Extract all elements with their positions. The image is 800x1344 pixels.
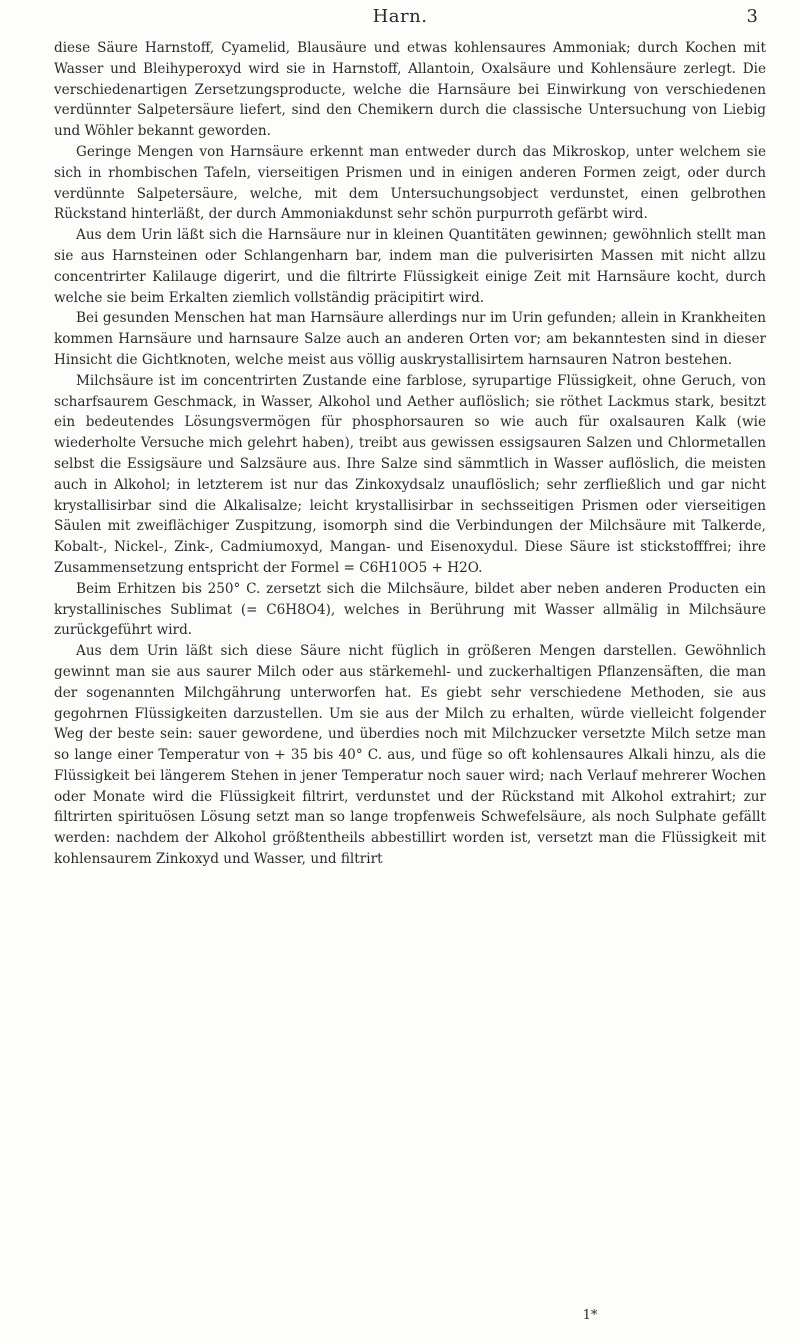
running-head: Harn.: [372, 6, 428, 27]
page-number: 3: [746, 6, 758, 27]
page-header: [0, 6, 800, 34]
paragraph: diese Säure Harnstoff, Cyamelid, Blausäure und etwas kohlensaures Ammoniak; durch Kochen mit Wasser und Bleihyperoxyd wird sie in Harnstoff, Allantoin, Oxalsäure und Kohlensäure zerlegt. Die verschiedenartigen Zersetzungsproducte, welche die Harnsäure bei Einwirkung von verschiedenen verdünnter Salpetersäure liefert, sind den Chemikern durch die classische Untersuchung von Liebig und Wöhler bekannt geworden.: [54, 40, 766, 140]
paragraph: Aus dem Urin läßt sich diese Säure nicht füglich in größeren Mengen darstellen. Gewöhnlich gewinnt man sie aus saurer Milch oder aus stärkemehl- und zuckerhaltigen Pflanzensäften, die man der sogenannten Milchgährung unterworfen hat. Es giebt sehr verschiedene Methoden, sie aus gegohrnen Flüssigkeiten darzustellen. Um sie aus der Milch zu erhalten, würde vielleicht folgender Weg der beste sein: sauer gewordene, und überdies noch mit Milchzucker versetzte Milch setze man so lange einer Temperatur von + 35 bis 40° C. aus, und füge so oft kohlensaures Alkali hinzu, als die Flüssigkeit bei längerem Stehen in jener Temperatur noch sauer wird; nach Verlauf mehrerer Wochen oder Monate wird die Flüssigkeit filtrirt, verdunstet und der Rückstand mit Alkohol extrahirt; zur filtrirten spirituösen Lösung setzt man so lange tropfenweis Schwefelsäure, als noch Sulphate gefällt werden: nachdem der Alkohol größtentheils abbestillirt worden ist, versetzt man die Flüssigkeit mit kohlensaurem Zinkoxyd und Wasser, und filtrirt: [54, 643, 766, 868]
paragraph: Aus dem Urin läßt sich die Harnsäure nur in kleinen Quantitäten gewinnen; gewöhnlich stellt man sie aus Harnsteinen oder Schlangenharn bar, indem man die pulverisirten Massen mit nicht allzu concentrirter Kalilauge digerirt, und die filtrirte Flüssigkeit einige Zeit mit Harnsäure kocht, durch welche sie beim Erkalten ziemlich vollständig präcipitirt wird.: [54, 227, 766, 306]
paragraph: Beim Erhitzen bis 250° C. zersetzt sich die Milchsäure, bildet aber neben anderen Producten ein krystallinisches Sublimat (= C6H8O4), welches in Berührung mit Wasser allmälig in Milchsäure zurückgeführt wird.: [54, 580, 766, 639]
paragraph: Bei gesunden Menschen hat man Harnsäure allerdings nur im Urin gefunden; allein in Krankheiten kommen Harnsäure und harnsaure Salze auch an anderen Orten vor; am bekanntesten sind in dieser Hinsicht die Gichtknoten, welche meist aus völlig auskrystallisirtem harnsauren Natron bestehen.: [54, 310, 766, 368]
paragraph: Milchsäure ist im concentrirten Zustande eine farblose, syrupartige Flüssigkeit, ohne Geruch, von scharfsaurem Geschmack, in Wasser, Alkohol und Aether auflöslich; sie röthet Lackmus stark, besitzt ein bedeutendes Lösungsvermögen für phosphorsauren so wie auch für oxalsauren Kalk (wie wiederholte Versuche mich gelehrt haben), treibt aus gewissen essigsauren Salzen und Chlormetallen selbst die Essigsäure und Salzsäure aus. Ihre Salze sind sämmtlich in Wasser auflöslich, die meisten auch in Alkohol; in letzterem ist nur das Zinkoxydsalz unauflöslich; sehr zerfließlich und gar nicht krystallisirbar sind die Alkalisalze; leicht krystallisirbar in sechsseitigen Prismen oder vierseitigen Säulen mit zweiflächiger Zuspitzung, isomorph sind die Verbindungen der Milchsäure mit Talkerde, Kobalt-, Nickel-, Zink-, Cadmiumoxyd, Mangan- und Eisenoxydul. Diese Säure ist stickstofffrei; ihre Zusammensetzung entspricht der Formel = C6H10O5 + H2O.: [54, 372, 766, 576]
signature-mark: 1*: [582, 1308, 598, 1323]
body-text: [54, 38, 766, 870]
paragraph: Geringe Mengen von Harnsäure erkennt man entweder durch das Mikroskop, unter welchem sie sich in rhombischen Tafeln, vierseitigen Prismen und in einigen anderen Formen zeigt, oder durch verdünnte Salpetersäure, welche, mit dem Untersuchungsobject verdunstet, einen gelbrothen Rückstand hinterläßt, der durch Ammoniakdunst sehr schön purpurroth gefärbt wird.: [54, 143, 766, 223]
